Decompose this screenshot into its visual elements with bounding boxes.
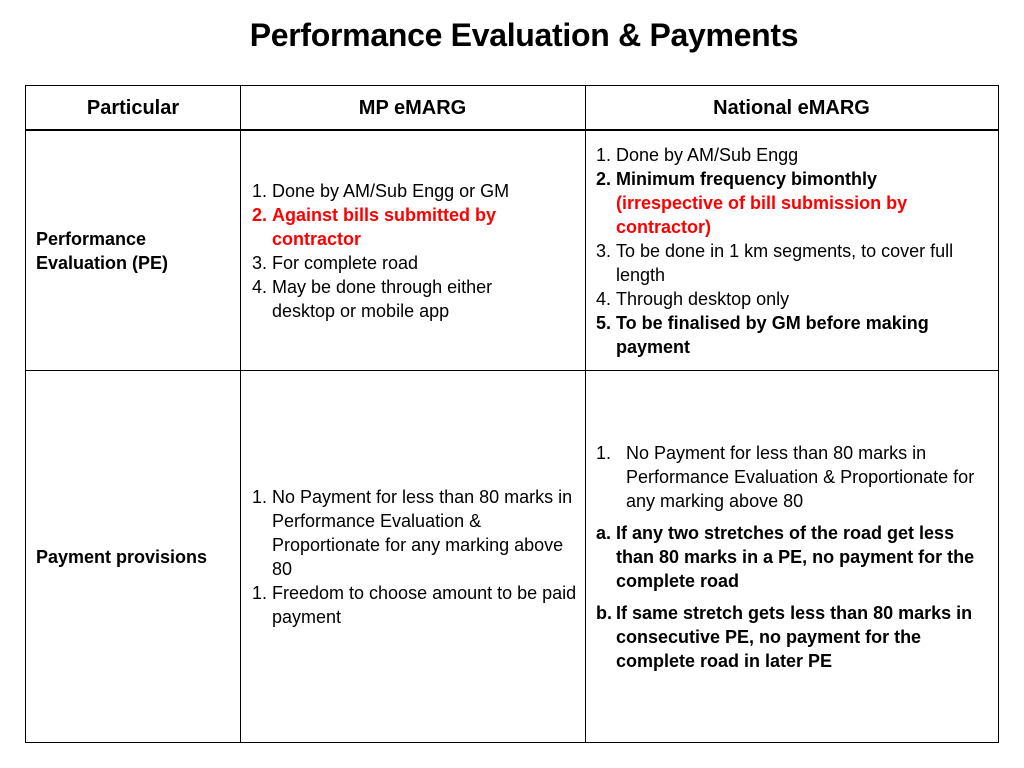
mp-payment-cell: [241, 372, 585, 742]
item-number: 1.: [252, 487, 268, 507]
item-text: Freedom to choose amount to be paid payment: [272, 583, 577, 627]
item-text: To be done in 1 km segments, to cover full length: [616, 240, 954, 285]
item-number: 2.: [252, 204, 268, 225]
item-text: No Payment for less than 80 marks in Performance Evaluation & Proportionate for any marking above 80: [626, 443, 975, 511]
header-national-emarg: National eMARG: [713, 97, 870, 119]
item-text: To be finalised by GM before making payment: [616, 312, 929, 357]
list-item: [252, 581, 577, 629]
header-particular: Particular: [86, 97, 180, 119]
item-text: No Payment for less than 80 marks in Performance Evaluation & Proportionate for any marking above 80: [272, 487, 573, 579]
item-number: b.: [596, 603, 612, 623]
item-number: 1.: [596, 443, 612, 463]
list-item: [252, 251, 577, 275]
list-item: [596, 311, 992, 359]
list-item: [596, 521, 992, 593]
list-item: [596, 601, 992, 673]
item-text: Against bills submitted by contractor: [272, 204, 497, 249]
item-number: 3.: [596, 240, 612, 261]
list-item: [252, 203, 577, 251]
item-note: (irrespective of bill submission by contractor): [616, 192, 908, 237]
list-item: [596, 143, 992, 167]
item-number: 1.: [596, 144, 612, 165]
row-label-payment-provisions: [26, 372, 240, 742]
page-title: Performance Evaluation & Payments: [249, 17, 799, 53]
header-mp-emarg: MP eMARG: [358, 97, 467, 119]
item-text: Done by AM/Sub Engg: [616, 144, 799, 165]
item-text: Done by AM/Sub Engg or GM: [272, 180, 510, 201]
row-divider: [26, 370, 998, 371]
item-text: If same stretch gets less than 80 marks in consecutive PE, no payment for the complete road in later PE: [616, 603, 973, 671]
list-item: [252, 179, 577, 203]
item-number: a.: [596, 523, 612, 543]
mp-pe-cell: [241, 131, 585, 370]
item-text: May be done through either desktop or mobile app: [272, 276, 493, 321]
national-pe-cell: [586, 131, 998, 370]
list-item: [596, 239, 992, 287]
list-item: [596, 287, 992, 311]
row-label-performance-evaluation: [26, 131, 240, 370]
list-item: [596, 167, 992, 239]
item-number: 4.: [252, 276, 268, 297]
list-item: [252, 485, 577, 581]
item-text: Through desktop only: [616, 288, 790, 309]
item-number: 1.: [252, 180, 268, 201]
item-number: 1.: [252, 583, 268, 603]
list-item: [596, 441, 992, 513]
comparison-table: [25, 85, 999, 743]
item-text: If any two stretches of the road get less than 80 marks in a PE, no payment for the complete road: [616, 523, 975, 591]
item-number: 3.: [252, 252, 268, 273]
national-payment-cell: [586, 372, 998, 742]
item-number: 5.: [596, 312, 612, 333]
list-item: [252, 275, 577, 323]
item-number: 2.: [596, 168, 612, 189]
item-text: For complete road: [272, 252, 419, 273]
item-number: 4.: [596, 288, 612, 309]
row-label-text: Performance Evaluation (PE): [36, 228, 169, 273]
row-label-text: Payment provisions: [36, 547, 208, 567]
item-text: Minimum frequency bimonthly: [616, 168, 878, 189]
